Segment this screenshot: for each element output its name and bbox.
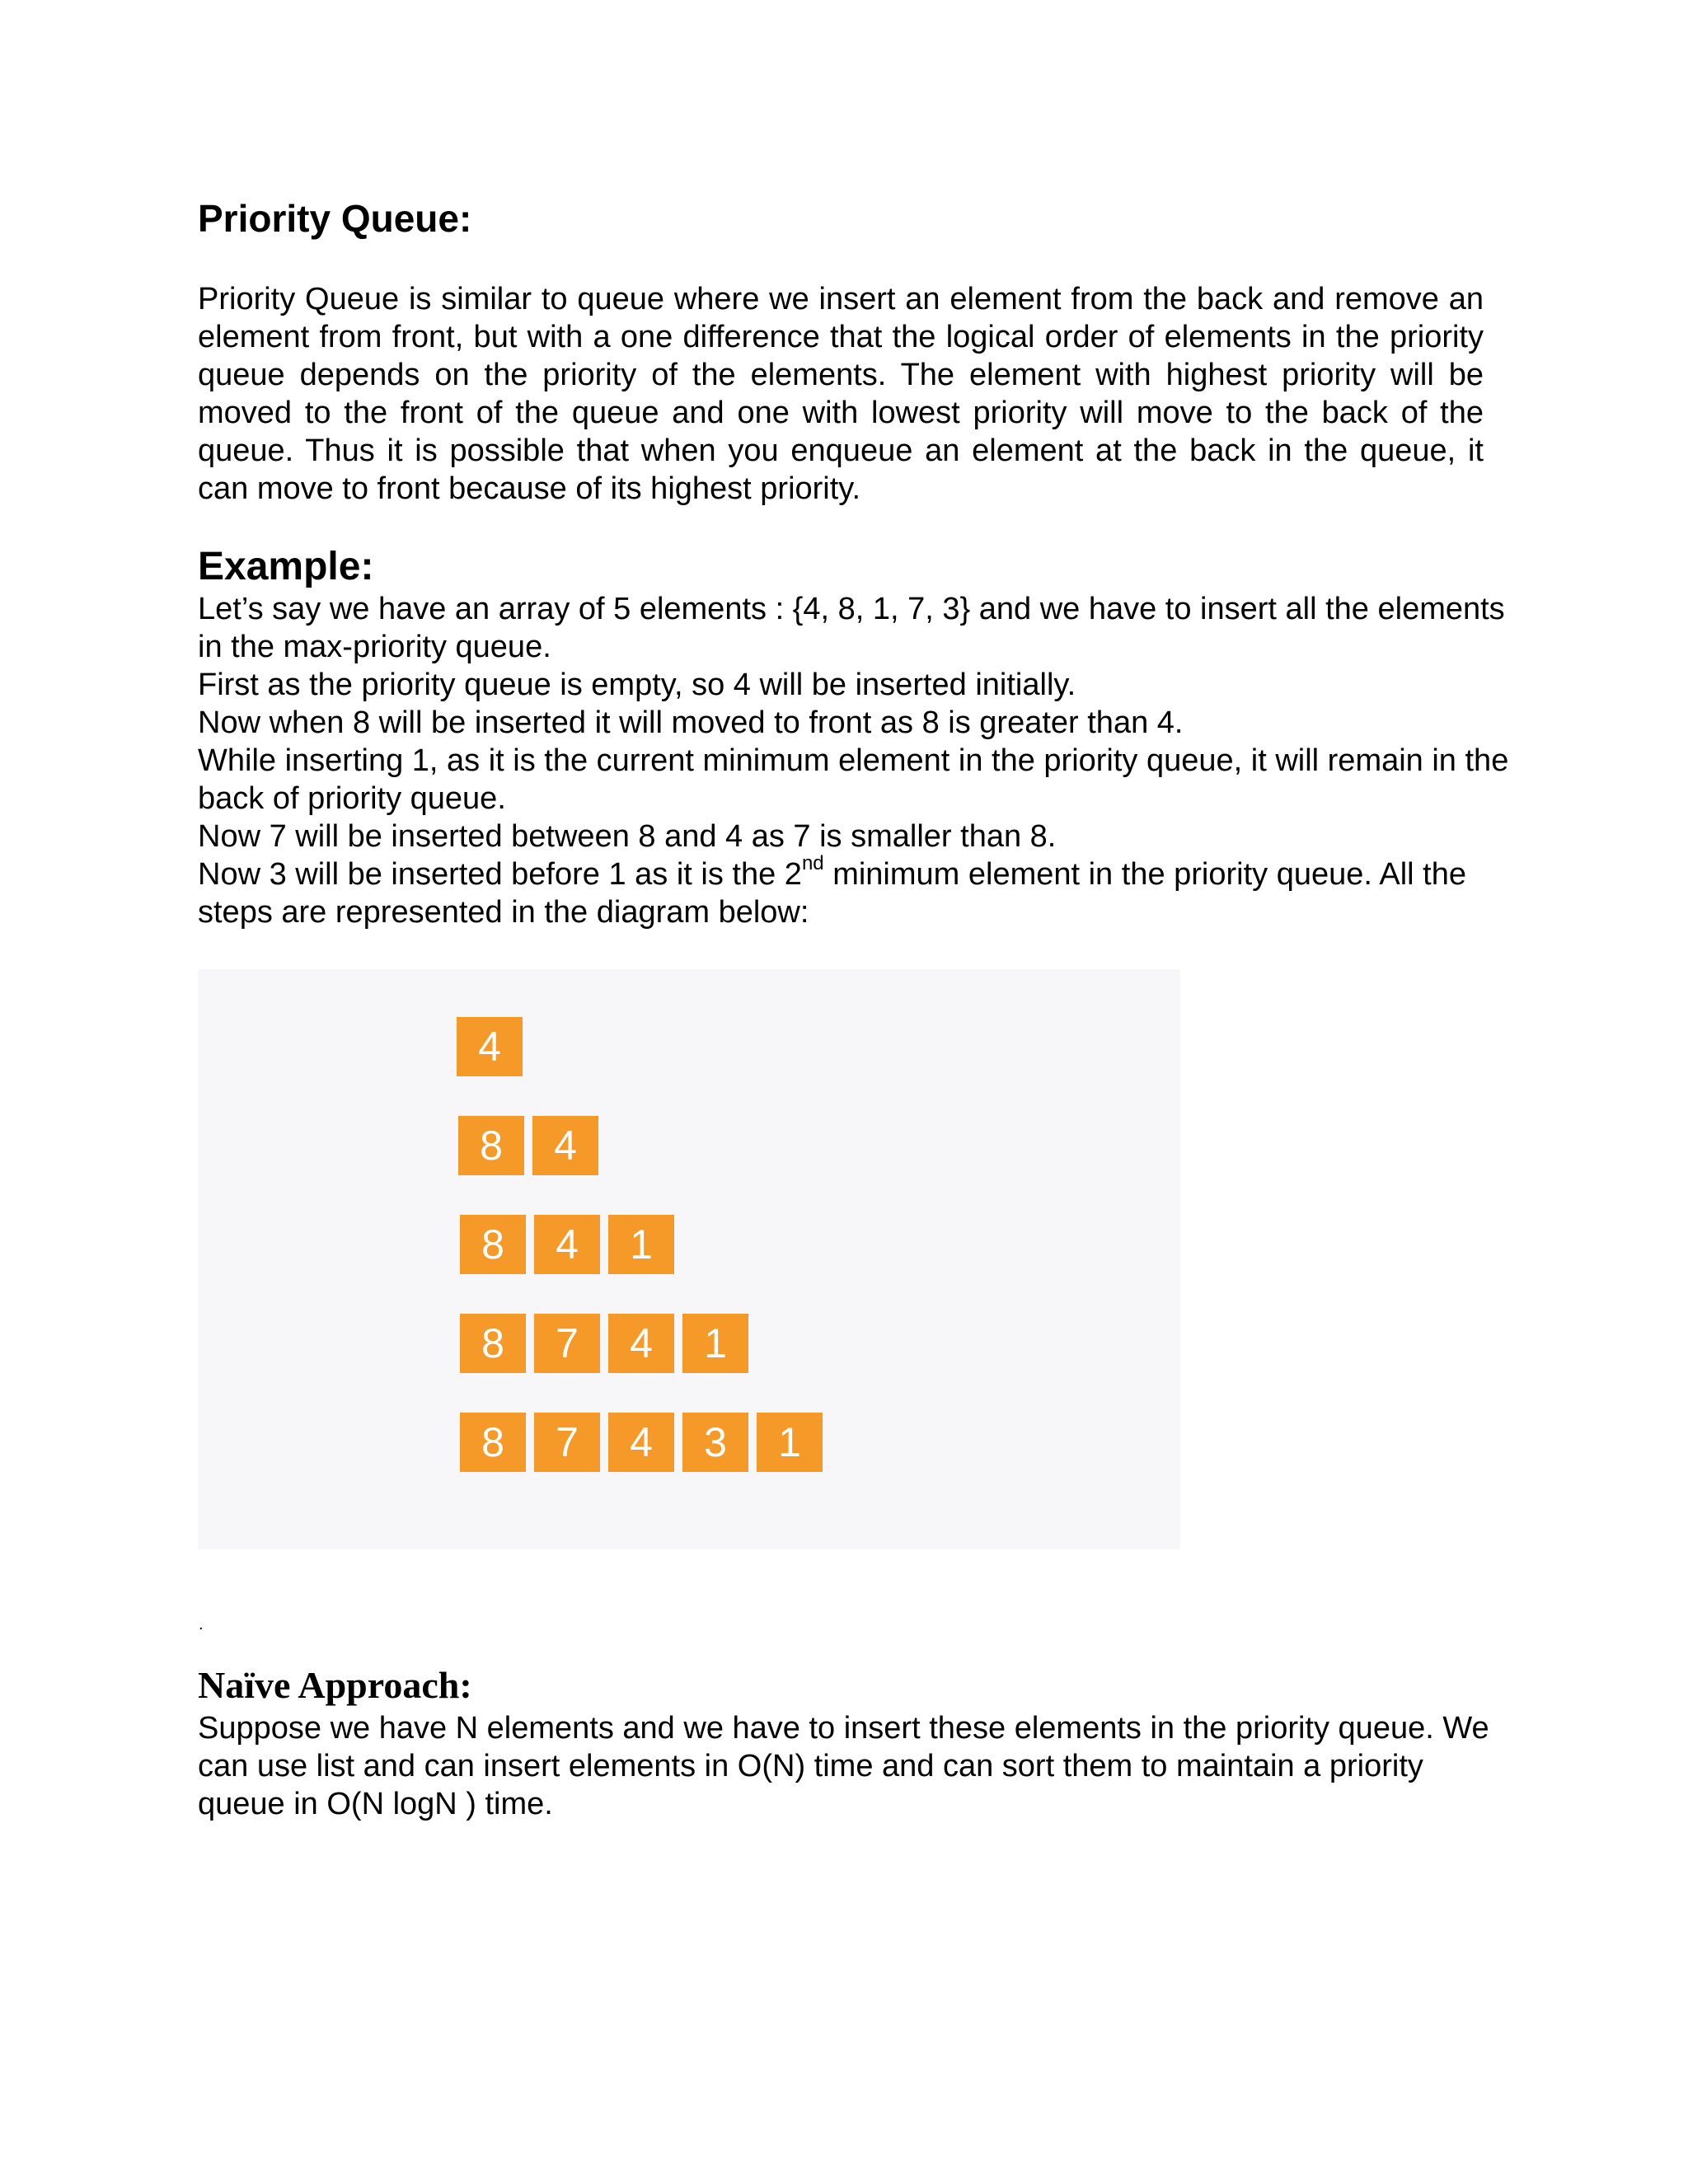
queue-box: 8 [460,1413,526,1472]
queue-box: 8 [460,1215,526,1274]
queue-box: 7 [534,1413,600,1472]
queue-box: 3 [682,1413,748,1472]
example-line: Now when 8 will be inserted it will moved to front as 8 is greater than 4. [198,705,1184,740]
example-line: First as the priority queue is empty, so 4 will be inserted initially. [198,668,1076,702]
example-line-last [198,852,1517,931]
queue-box: 7 [534,1314,600,1373]
example-text [198,590,1517,931]
example-last-a: Now 3 will be inserted before 1 as it is the 2 [198,857,802,892]
example-line: While inserting 1, as it is the current minimum element in the priority queue, it will remain in the back of priority queue. [198,743,1509,816]
page-title: Priority Queue: [198,197,472,240]
queue-box: 1 [757,1413,823,1472]
queue-box: 8 [458,1116,524,1175]
stray-dot: . [199,1615,204,1633]
queue-box: 4 [608,1314,674,1373]
intro-paragraph: Priority Queue is similar to queue where we insert an element from the back and remove an element from front, but with a one difference that the logical order of elements in the priority queue depends on the priority of the elements. The element with highest priority will be moved to the front of the queue and one with lowest priority will move to the back of the queue. Thus it is possible that when you enqueue an element at the back in the queue, it can move to front because of its highest priority. [198,282,1484,506]
naive-heading: Naïve Approach: [198,1664,472,1706]
queue-box: 4 [457,1017,523,1076]
queue-box: 1 [608,1215,674,1274]
naive-paragraph: Suppose we have N elements and we have to insert these elements in the priority queue. We can use list and can insert elements in O(N) time and can sort them to maintain a priority queue in O(N logN ) time. [198,1711,1489,1821]
queue-box: 1 [682,1314,748,1373]
example-heading: Example: [198,545,374,588]
queue-box: 4 [532,1116,598,1175]
example-line: Now 7 will be inserted between 8 and 4 as 7 is smaller than 8. [198,819,1057,854]
example-last-b: minimum element in the priority queue. All the steps are represented in the diagram below: [198,857,1467,930]
ordinal-superscript: nd [801,852,824,875]
queue-box: 8 [460,1314,526,1373]
queue-box: 4 [608,1413,674,1472]
example-line: Let’s say we have an array of 5 elements : {4, 8, 1, 7, 3} and we have to insert all the elements in the max-priority queue. [198,592,1505,664]
queue-box: 4 [534,1215,600,1274]
priority-queue-diagram [198,969,1180,1549]
